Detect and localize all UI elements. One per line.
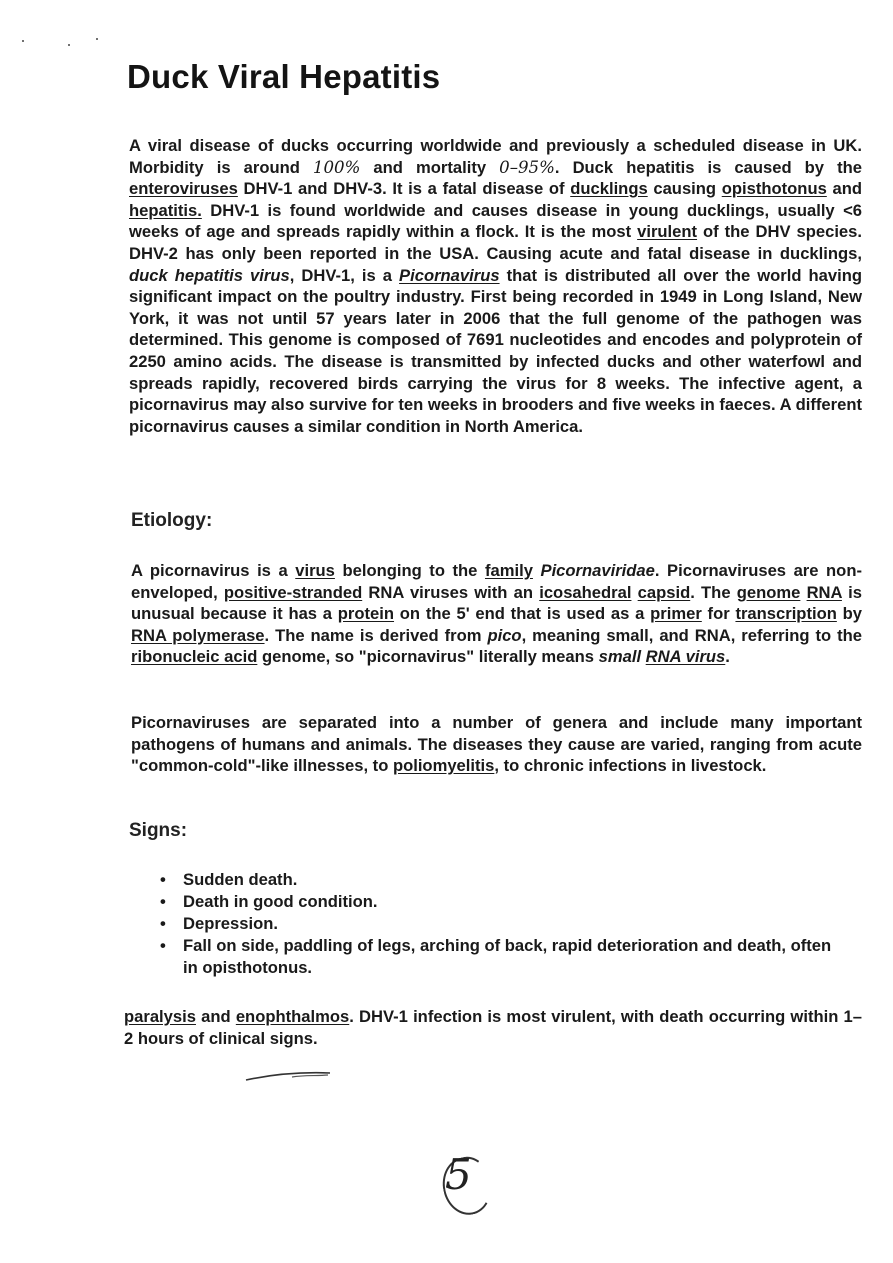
link-rna[interactable]: RNA (806, 582, 842, 602)
scan-speck (22, 40, 24, 42)
link-poliomyelitis[interactable]: poliomyelitis (392, 756, 495, 776)
signs-list (160, 869, 840, 979)
link-virulent[interactable]: virulent (637, 222, 698, 242)
link-picornavirus[interactable]: Picornavirus (399, 265, 500, 285)
list-item: • Fall on side, paddling of legs, arching of back, rapid deterioration and death, often in opisthotonus. (160, 935, 840, 979)
page-title: Duck Viral Hepatitis (127, 58, 441, 95)
link-enteroviruses[interactable]: enteroviruses (129, 179, 238, 199)
intro-paragraph: A viral disease of ducks occurring worldwide and previously a scheduled disease in UK. Morbidity is around 100% and mortality 0–95%. Duck hepatitis is caused by the enteroviruses DHV-1 and DHV-3. It is a fatal disease of ducklings causing opisthotonus and hepatitis. DHV-1 is found worldwide and causes disease in young ducklings, usually <6 weeks of age and spreads rapidly within a flock. It is the most virulent of the DHV species. DHV-2 has only been reported in the USA. Causing acute and fatal disease in ducklings, duck hepatitis virus, DHV-1, is a Picornavirus that is distributed all over the world having significant impact on the poultry industry. First being recorded in 1949 in Long Island, New York, it was not until 57 years later in 2006 that the full genome of the pathogen was determined. This genome is composed of 7691 nucleotides and encodes and polyprotein of 2250 amino acids. The disease is transmitted by infected ducks and other waterfowl and spreads rapidly, recovered birds carrying the virus for 8 weeks. The infective agent, a picornavirus may also survive for ten weeks in brooders and five weeks in faeces. A different picornavirus causes a similar condition in North America. (129, 136, 863, 436)
link-virus[interactable]: virus (295, 561, 335, 580)
page-number: 5 (445, 1150, 472, 1199)
list-item: • Depression. (160, 913, 840, 935)
link-ribonucleic-acid[interactable]: ribonucleic acid (131, 647, 258, 667)
scan-speck (68, 44, 70, 46)
link-protein[interactable]: protein (337, 604, 395, 624)
pen-stroke-icon (244, 1064, 354, 1088)
handwritten-morbidity: 100% (312, 157, 361, 177)
link-positive-stranded[interactable]: positive-stranded (223, 582, 363, 602)
link-capsid[interactable]: capsid (637, 582, 691, 602)
list-item: • Sudden death. (160, 869, 840, 891)
etiology-heading: Etiology: (131, 510, 213, 531)
link-rna-virus[interactable]: RNA virus (645, 647, 726, 667)
link-paralysis[interactable]: paralysis (124, 1007, 196, 1026)
signs-heading: Signs: (129, 820, 188, 841)
link-opisthotonus[interactable]: opisthotonus (721, 179, 827, 199)
link-icosahedral[interactable]: icosahedral (539, 582, 632, 602)
link-genome[interactable]: genome (736, 582, 801, 602)
etiology-paragraph-2: Picornaviruses are separated into a number of genera and include many important pathogens of humans and animals. The diseases they cause are varied, ranging from acute "common-cold"-like illnesses, to poliomyelitis, to chronic infections in livestock. (131, 713, 862, 776)
link-ducklings[interactable]: ducklings (570, 179, 648, 199)
link-primer[interactable]: primer (650, 604, 702, 624)
closing-paragraph: paralysis and enophthalmos. DHV-1 infection is most virulent, with death occurring within 1–2 hours of clinical signs. (124, 1007, 862, 1048)
link-transcription[interactable]: transcription (735, 604, 837, 624)
link-hepatitis[interactable]: hepatitis. (129, 200, 202, 220)
scan-speck (96, 38, 98, 40)
list-item: • Death in good condition. (160, 891, 840, 913)
link-rna-polymerase[interactable]: RNA polymerase (131, 625, 265, 645)
etiology-paragraph-1: A picornavirus is a virus belonging to the family Picornaviridae. Picornaviruses are non-enveloped, positive-stranded RNA viruses with an icosahedral capsid. The genome RNA is unusual because it has a protein on the 5' end that is used as a primer for transcription by RNA polymerase. The name is derived from pico, meaning small, and RNA, referring to the ribonucleic acid genome, so "picornavirus" literally means small RNA virus. (131, 561, 862, 667)
link-family[interactable]: family (484, 561, 533, 580)
handwritten-mortality: 0–95% (499, 157, 555, 177)
link-enophthalmos[interactable]: enophthalmos (235, 1007, 350, 1026)
